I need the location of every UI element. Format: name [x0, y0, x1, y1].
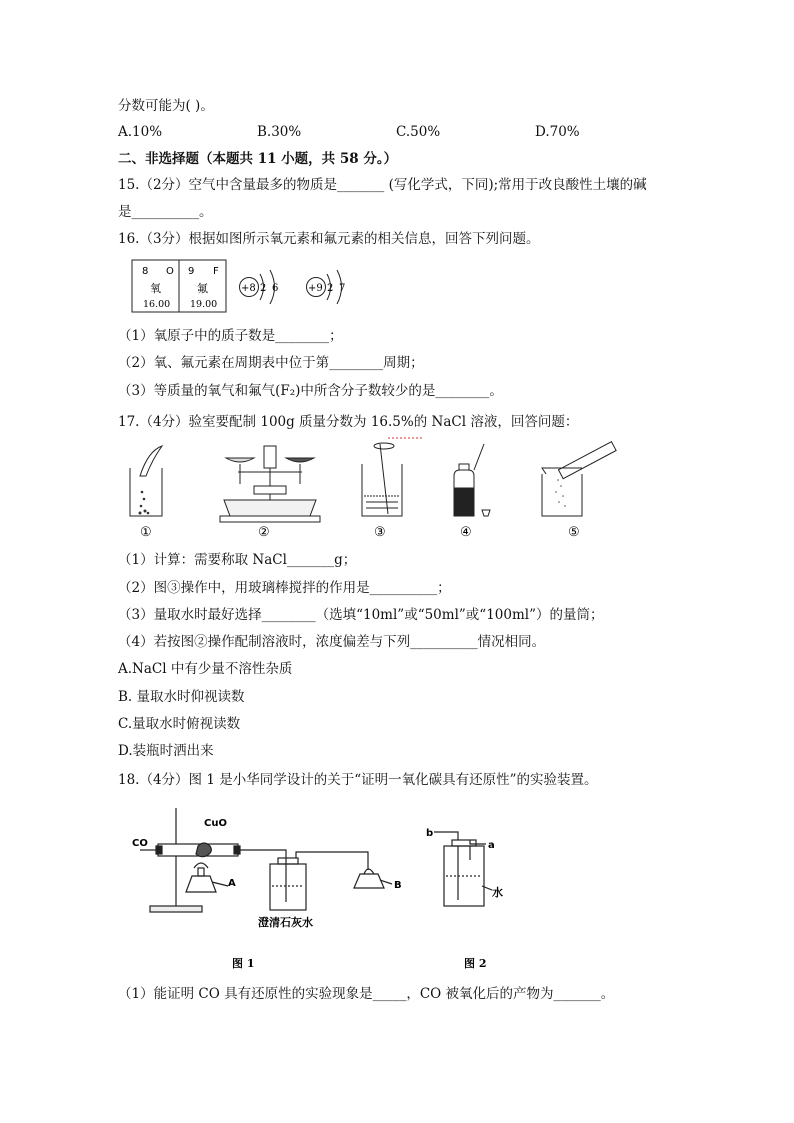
q17-sub2: （2）图③操作中，用玻璃棒搅拌的作用是__________； — [118, 580, 451, 596]
q18-stem: 18.（4分）图 1 是小华同学设计的关于“证明一氧化碳具有还原性”的实验装置。 — [118, 772, 598, 788]
q17-stem: 17.（4分）验室要配制 100g 质量分数为 16.5%的 NaCl 溶液，回答问题： — [118, 414, 579, 430]
q18-figure-1 — [128, 806, 428, 976]
q16-stem: 16.（3分）根据如图所示氧元素和氟元素的相关信息，回答下列问题。 — [118, 231, 540, 247]
step2-balance-icon — [220, 446, 320, 522]
step5-label: ⑤ — [568, 525, 580, 540]
q17-sub3: （3）量取水时最好选择________（选填“10ml”或“50ml”或“100ml”）的量筒； — [118, 607, 604, 623]
section-heading: 二、非选择题（本题共 11 小题，共 58 分。） — [118, 151, 398, 167]
fig2-a-label: a — [488, 840, 495, 851]
q16-sub1: （1）氧原子中的质子数是________； — [118, 328, 343, 344]
q14-option-c: C.50% — [396, 124, 441, 140]
q17-option-d: D.装瓶时洒出来 — [118, 743, 214, 759]
fluorine-number: 9 — [188, 266, 195, 277]
q14-options — [118, 123, 678, 141]
fluorine-symbol: F — [213, 266, 219, 277]
fig1-cuo-label: CuO — [204, 818, 227, 829]
q15-line2: 是__________。 — [118, 204, 213, 220]
step3-label: ③ — [374, 525, 386, 540]
fig2-b-label: b — [426, 828, 434, 839]
fluorine-mass: 19.00 — [190, 299, 218, 310]
step1-label: ① — [140, 525, 152, 540]
fig2-caption: 图 2 — [464, 957, 487, 970]
step4-bottle-icon — [454, 444, 490, 516]
step2-label: ② — [258, 525, 270, 540]
oxygen-name: 氧 — [150, 282, 161, 295]
q16-sub2: （2）氧、氟元素在周期表中位于第________周期； — [118, 355, 424, 371]
q15-line1: 15.（2分）空气中含量最多的物质是_______ (写化学式，下同);常用于改良酸性土壤的碱 — [118, 177, 647, 193]
fig1-a-label: A — [228, 878, 236, 889]
oxygen-symbol: O — [166, 266, 174, 277]
fig1-b-label: B — [394, 880, 402, 891]
q14-option-d: D.70% — [535, 124, 580, 140]
oxygen-atom-structure — [240, 270, 279, 304]
oxygen-nucleus: +8 — [241, 283, 256, 294]
q17-option-b: B. 量取水时仰视读数 — [118, 689, 245, 705]
oxygen-shell1: 2 — [260, 283, 267, 294]
q17-procedure-figure — [118, 436, 618, 542]
q17-sub1: （1）计算：需要称取 NaCl_______g； — [118, 552, 357, 568]
fluorine-name: 氟 — [197, 282, 208, 295]
fluorine-shell2: 7 — [339, 283, 346, 294]
q18-sub1: （1）能证明 CO 具有还原性的实验现象是_____，CO 被氧化后的产物为_______。 — [118, 986, 615, 1002]
q14-stem-tail: 分数可能为( )。 — [118, 98, 214, 114]
q16-element-figure — [130, 258, 370, 314]
step3-stirring-icon — [362, 443, 402, 516]
fluorine-nucleus: +9 — [308, 283, 323, 294]
fluorine-shell1: 2 — [327, 283, 334, 294]
step4-label: ④ — [460, 525, 472, 540]
q16-sub3: （3）等质量的氧气和氟气(F₂)中所含分子数较少的是________。 — [118, 383, 503, 399]
oxygen-mass: 16.00 — [143, 299, 171, 310]
q14-option-a: A.10% — [118, 124, 163, 140]
q14-option-b: B.30% — [257, 124, 302, 140]
fig1-caption: 图 1 — [232, 957, 255, 970]
step1-beaker-icon — [130, 446, 162, 516]
step5-pouring-icon — [542, 442, 616, 516]
q17-option-c: C.量取水时俯视读数 — [118, 716, 241, 732]
fig1-co-label: CO — [132, 838, 148, 849]
oxygen-shell2: 6 — [272, 283, 279, 294]
fig1-limewater-label: 澄清石灰水 — [258, 916, 313, 929]
fig2-water-label: 水 — [492, 886, 503, 899]
fluorine-atom-structure — [307, 270, 346, 304]
q17-option-a: A.NaCl 中有少量不溶性杂质 — [118, 661, 293, 677]
q17-sub4: （4）若按图②操作配制溶液时，浓度偏差与下列__________情况相同。 — [118, 634, 546, 650]
q18-figure-2 — [420, 820, 530, 976]
oxygen-number: 8 — [142, 266, 149, 277]
